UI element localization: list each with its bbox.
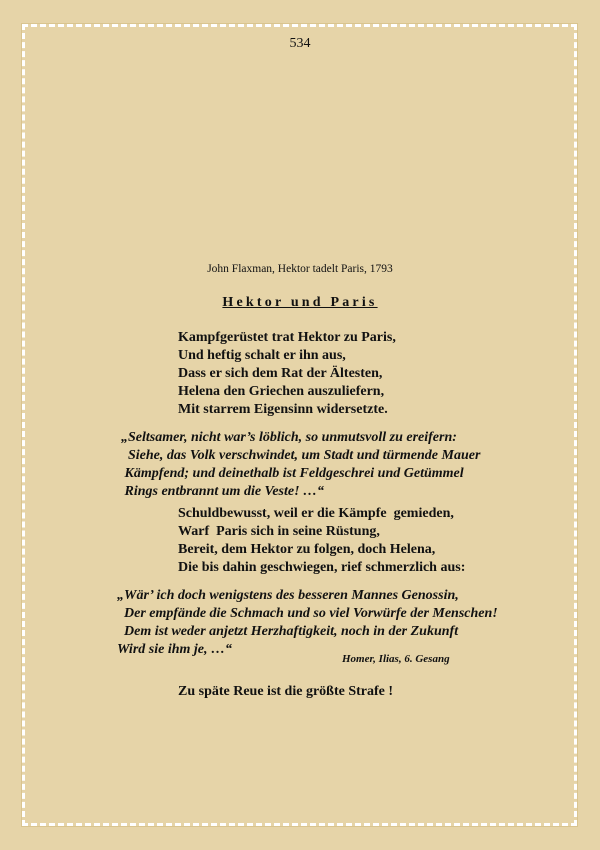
moral-line: Zu späte Reue ist die größte Strafe ! — [178, 684, 394, 699]
stanza-line: Dass er sich dem Rat der Ältesten, — [178, 366, 383, 381]
stanza-line: Mit starrem Eigensinn widersetzte. — [178, 402, 388, 417]
stanza-line: Helena den Griechen auszuliefern, — [178, 384, 385, 399]
page-border — [22, 24, 577, 826]
stanza-line: Kampfgerüstet trat Hektor zu Paris, — [178, 330, 396, 345]
poem-title: Hektor und Paris — [222, 295, 378, 310]
image-caption: John Flaxman, Hektor tadelt Paris, 1793 — [207, 263, 393, 275]
quote-line: Kämpfend; und deinethalb ist Feldgeschrei und Getümmel — [121, 466, 464, 481]
stanza-1 — [178, 329, 396, 419]
quote-line: „Wär’ ich doch wenigstens des besseren Mannes Genossin, — [117, 588, 459, 603]
quote-line: Der empfände die Schmach und so viel Vorwürfe der Menschen! — [117, 606, 498, 621]
stanza-line: Warf Paris sich in seine Rüstung, — [178, 524, 380, 539]
homer-quote-1 — [121, 429, 480, 501]
quote-source: Homer, Ilias, 6. Gesang — [342, 653, 450, 665]
stanza-line: Und heftig schalt er ihn aus, — [178, 348, 346, 363]
stanza-line: Schuldbewusst, weil er die Kämpfe gemieden, — [178, 506, 454, 521]
quote-line: Siehe, das Volk verschwindet, um Stadt und türmende Mauer — [121, 448, 481, 463]
quote-line: Rings entbrannt um die Veste! …“ — [121, 484, 325, 499]
quote-line: Dem ist weder anjetzt Herzhaftigkeit, noch in der Zukunft — [117, 624, 459, 639]
stanza-line: Bereit, dem Hektor zu folgen, doch Helena, — [178, 542, 436, 557]
stanza-line: Die bis dahin geschwiegen, rief schmerzlich aus: — [178, 560, 466, 575]
page-number: 534 — [289, 36, 311, 51]
quote-line: „Seltsamer, nicht war’s löblich, so unmutsvoll zu ereifern: — [121, 430, 457, 445]
homer-quote-2 — [117, 587, 498, 659]
quote-line: Wird sie ihm je, …“ — [117, 642, 232, 657]
stanza-2 — [178, 505, 465, 577]
